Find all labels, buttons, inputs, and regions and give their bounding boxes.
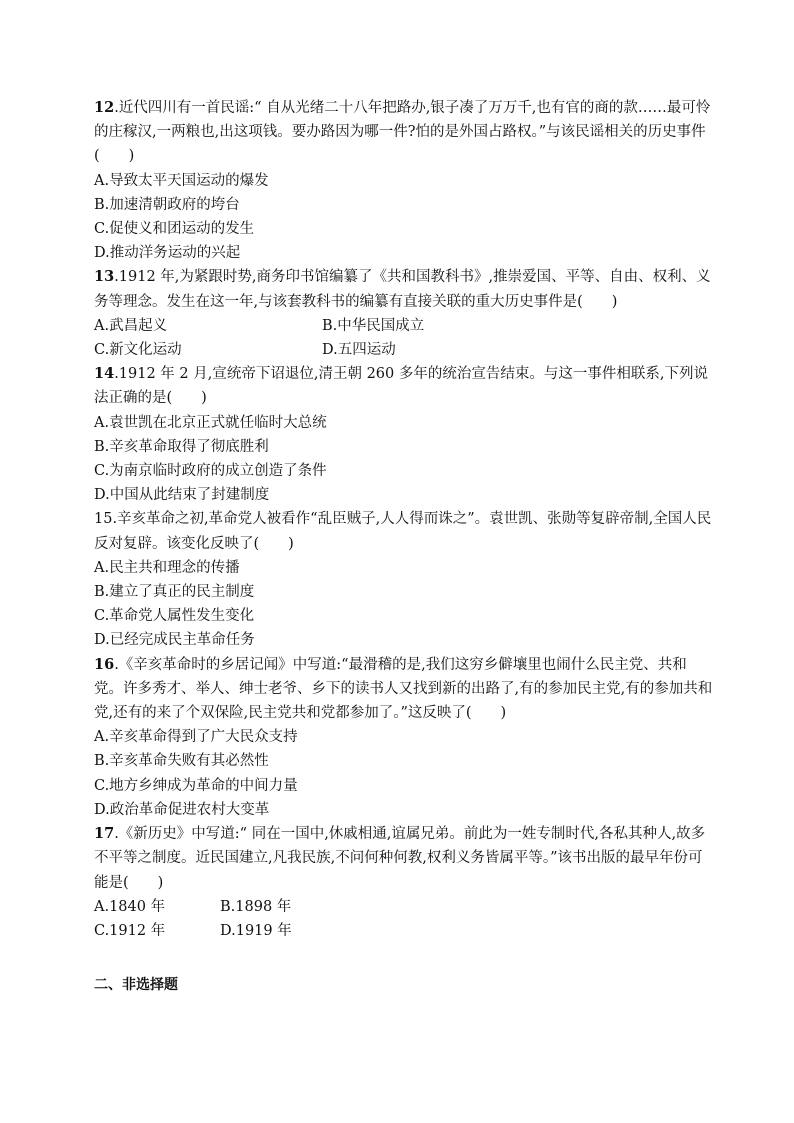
question-text: .1912 年 2 月,宣统帝下诏退位,清王朝 260 多年的统治宣告结束。与这一事件相联系,下列说法正确的是( ) <box>94 366 708 407</box>
option-list <box>94 314 714 362</box>
question-stem <box>94 507 714 555</box>
option-c[interactable]: C.革命党人属性发生变化 <box>94 608 255 625</box>
question-number: 16 <box>94 655 115 673</box>
question-13 <box>94 265 714 362</box>
option-list <box>94 725 714 822</box>
question-text: .1912 年,为紧跟时势,商务印书馆编纂了《共和国教科书》,推崇爱国、平等、自由、权利、义务等理念。发生在这一年,与该套教科书的编纂有直接关联的重大历史事件是( ) <box>94 269 711 310</box>
option-d[interactable]: D.1919 年 <box>220 922 292 939</box>
question-stem <box>94 822 714 895</box>
question-number: 17 <box>94 825 115 843</box>
option-d[interactable]: D.中国从此结束了封建制度 <box>94 487 270 504</box>
question-number: 12 <box>94 99 115 116</box>
question-text: .《辛亥革命时的乡居记闻》中写道:“最滑稽的是,我们这穷乡僻壤里也闹什么民主党、共和党。许多秀才、举人、绅士老爷、乡下的读书人又找到新的出路了,有的参加民主党,有的参加共和党,还有的来了个双保险,民主党共和党都参加了。”这反映了( ) <box>94 656 713 722</box>
question-14 <box>94 362 714 507</box>
question-16 <box>94 653 714 822</box>
question-12 <box>94 96 714 265</box>
option-b[interactable]: B.1898 年 <box>220 898 292 915</box>
option-b[interactable]: B.辛亥革命取得了彻底胜利 <box>94 438 269 455</box>
option-a[interactable]: A.民主共和理念的传播 <box>94 559 240 576</box>
option-d[interactable]: D.已经完成民主革命任务 <box>94 632 255 649</box>
option-c[interactable]: C.1912 年 <box>94 922 166 939</box>
question-text: .《新历史》中写道:“ 同在一国中,休戚相通,谊属兄弟。前此为一姓专制时代,各私其种人,故多不平等之制度。近民国建立,凡我民族,不问何种何教,权利义务皆属平等。”该书出版的最早年份可能是( ) <box>94 826 706 891</box>
question-stem <box>94 265 714 313</box>
option-list <box>94 169 714 266</box>
question-number: 15 <box>94 511 113 528</box>
option-list <box>94 895 714 943</box>
option-a[interactable]: A.导致太平天国运动的爆发 <box>94 172 269 189</box>
question-number: 13 <box>94 268 115 286</box>
option-c[interactable]: C.新文化运动 <box>94 342 182 359</box>
option-a[interactable]: A.辛亥革命得到了广大民众支持 <box>94 729 298 746</box>
question-17 <box>94 822 714 943</box>
option-list <box>94 411 714 508</box>
question-text: .近代四川有一首民谣:“ 自从光绪二十八年把路办,银子凑了万万千,也有官的商的款……最可怜的庄稼汉,一两粮也,出这项钱。要办路因为哪一件?怕的是外国占路权。”与该民谣相关的历史事件( ) <box>94 100 711 165</box>
option-list <box>94 556 714 653</box>
option-c[interactable]: C.为南京临时政府的成立创造了条件 <box>94 463 327 480</box>
option-b[interactable]: B.中华民国成立 <box>322 317 425 334</box>
section-heading: 二、非选择题 <box>94 977 178 994</box>
question-stem <box>94 96 714 169</box>
option-c[interactable]: C.促使义和团运动的发生 <box>94 221 255 238</box>
option-a[interactable]: A.武昌起义 <box>94 317 168 334</box>
question-text: .辛亥革命之初,革命党人被看作“乱臣贼子,人人得而诛之”。袁世凯、张勋等复辟帝制,全国人民反对复辟。该变化反映了( ) <box>94 511 712 552</box>
option-d[interactable]: D.政治革命促进农村大变革 <box>94 801 270 818</box>
option-c[interactable]: C.地方乡绅成为革命的中间力量 <box>94 777 298 794</box>
question-stem <box>94 653 714 726</box>
option-a[interactable]: A.1840 年 <box>94 898 166 915</box>
option-a[interactable]: A.袁世凯在北京正式就任临时大总统 <box>94 414 327 431</box>
option-b[interactable]: B.加速清朝政府的垮台 <box>94 196 240 213</box>
option-b[interactable]: B.建立了真正的民主制度 <box>94 584 255 601</box>
question-list <box>94 96 714 1011</box>
question-stem <box>94 362 714 410</box>
option-b[interactable]: B.辛亥革命失败有其必然性 <box>94 753 269 770</box>
question-number: 14 <box>94 365 115 383</box>
question-15 <box>94 507 714 652</box>
option-d[interactable]: D.推动洋务运动的兴起 <box>94 245 241 262</box>
option-d[interactable]: D.五四运动 <box>322 342 396 359</box>
